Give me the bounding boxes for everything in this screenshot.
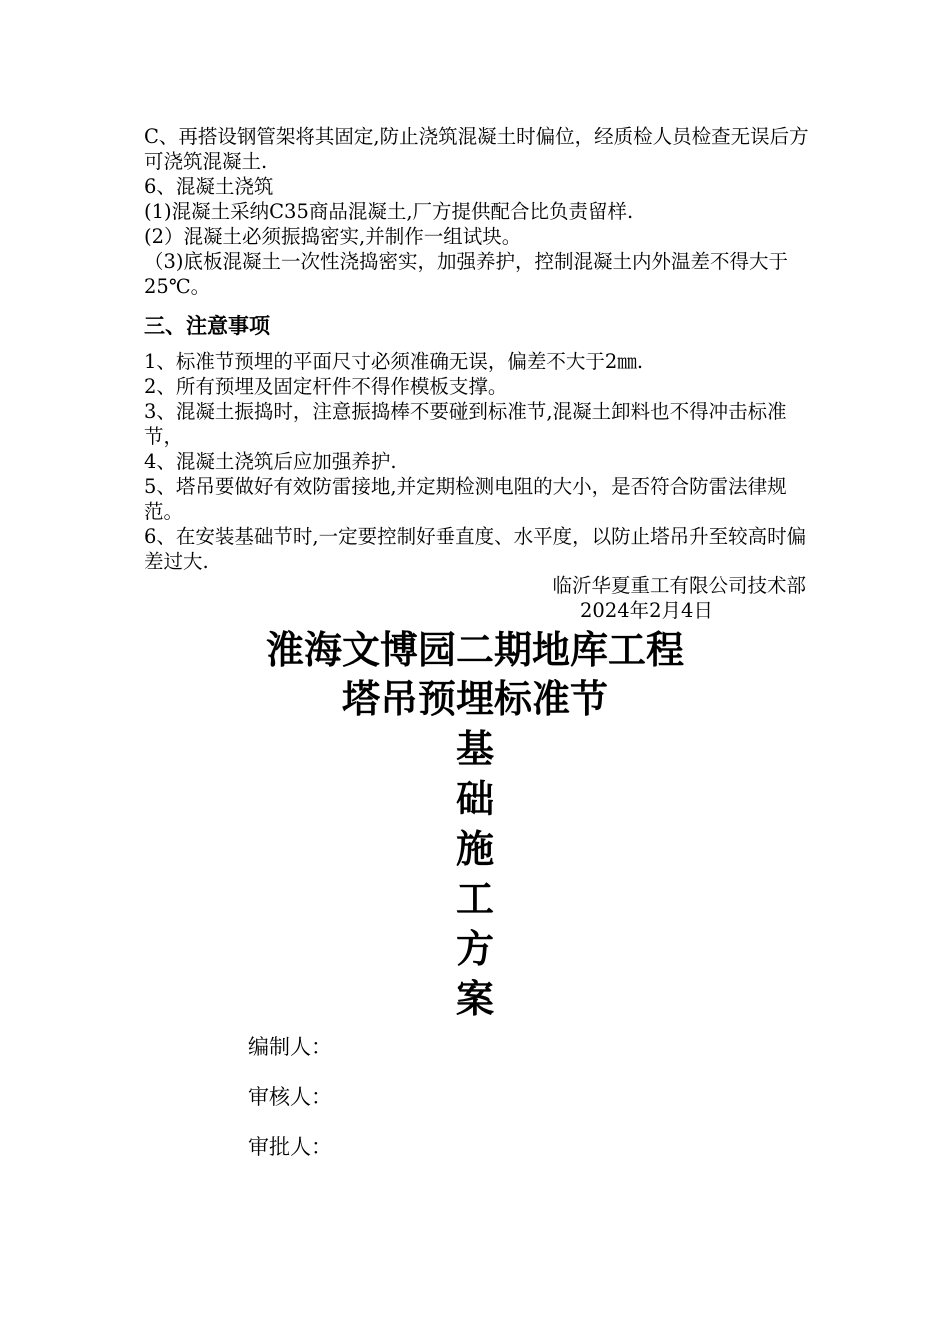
note-item-5: 5、塔吊要做好有效防雷接地,并定期检测电阻的大小，是否符合防雷法律规范。 [144,475,787,523]
note-item-6: 6、在安装基础节时,一定要控制好垂直度、水平度，以防止塔吊升至较高时偏差过大. [144,525,807,573]
concrete-item-1: (1)混凝土采纳C35商品混凝土,厂方提供配合比负责留样. [144,200,634,223]
cover-vertical-char: 基 [455,727,494,771]
cover-vertical-char: 方 [455,927,494,971]
cover-vertical-char: 施 [455,827,494,871]
notes-heading: 三、注意事项 [144,314,270,338]
cover-title-line-1: 淮海文博园二期地库工程 [265,628,684,672]
cover-vertical-char: 工 [455,877,494,921]
c-item-paragraph: C、再搭设钢管架将其固定,防止浇筑混凝土时偏位，经质检人员检查无误后方可浇筑混凝土. [144,125,809,173]
cover-title-line-2: 塔吊预埋标准节 [341,677,608,721]
cover-vertical-char: 础 [455,777,494,821]
signature-department: 临沂华夏重工有限公司技术部 [552,574,806,597]
approved-by-label: 审批人： [248,1135,332,1159]
concrete-heading: 6、混凝土浇筑 [144,175,274,198]
note-item-2: 2、所有预埋及固定杆件不得作模板支撑。 [144,375,508,398]
reviewed-by-label: 审核人： [248,1085,332,1109]
concrete-item-2: (2）混凝土必须振捣密实,并制作一组试块。 [144,225,522,248]
note-item-3: 3、混凝土振捣时，注意振捣棒不要碰到标准节,混凝土卸料也不得冲击标准节， [144,400,787,448]
cover-vertical-char: 案 [455,977,494,1021]
concrete-item-3: （3)底板混凝土一次性浇捣密实，加强养护，控制混凝土内外温差不得大于25℃。 [144,250,789,298]
signature-date: 2024年2月4日 [580,599,713,622]
note-item-1: 1、标准节预埋的平面尺寸必须准确无误，偏差不大于2㎜. [144,350,644,373]
note-item-4: 4、混凝土浇筑后应加强养护. [144,450,397,473]
prepared-by-label: 编制人： [248,1035,332,1059]
